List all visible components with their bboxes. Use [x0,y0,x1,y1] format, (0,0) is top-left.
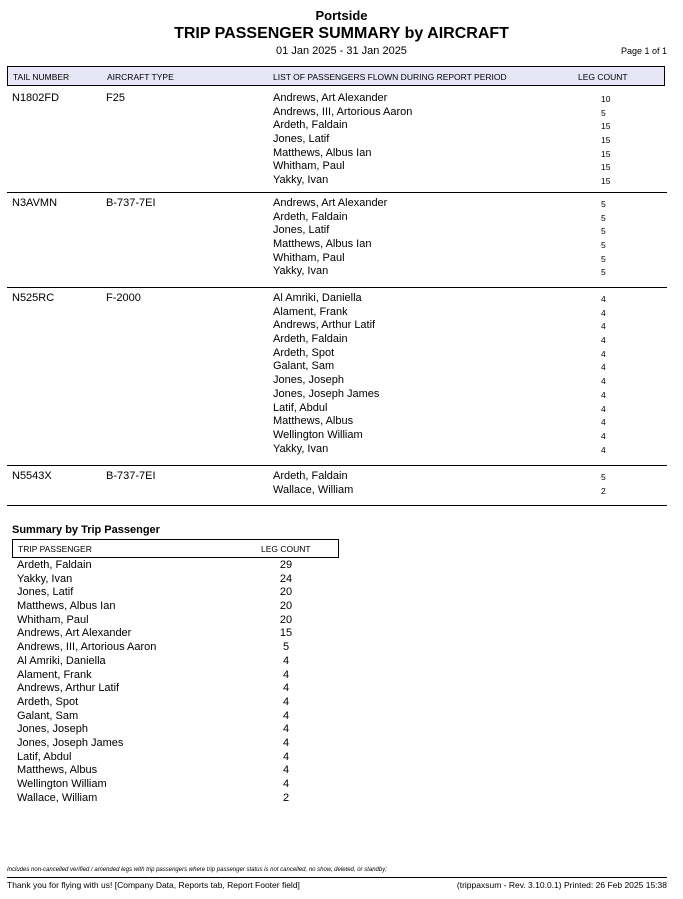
summary-leg-count: 2 [282,791,290,804]
summary-row [17,737,317,751]
summary-passenger-name: Yakky, Ivan [17,572,73,585]
passenger-row [273,401,606,416]
passenger-name: Matthews, Albus Ian [273,238,372,251]
aircraft-group [7,87,667,193]
passenger-leg-count: 4 [601,335,606,346]
passenger-leg-count: 15 [601,135,611,146]
passenger-leg-count: 4 [601,294,606,304]
tail-number: N5543X [12,470,52,482]
passenger-name: Andrews, Art Alexander [273,92,388,104]
passenger-name: Andrews, Arthur Latif [273,319,376,332]
passenger-row [273,238,606,252]
report-period: 01 Jan 2025 - 31 Jan 2025 [276,45,407,57]
passenger-row [273,415,606,429]
passenger-row [273,305,606,320]
summary-leg-count: 4 [282,736,290,749]
table-header [7,66,665,86]
summary-leg-count: 4 [282,695,290,708]
passenger-name: Whitham, Paul [273,251,345,264]
passenger-row [273,251,606,266]
passenger-name: Ardeth, Faldain [273,210,348,223]
passenger-row [273,133,611,147]
summary-title: Summary by Trip Passenger [12,524,160,536]
footer-divider [7,877,667,878]
passenger-name: Ardeth, Faldain [273,470,348,482]
aircraft-type: B-737-7EI [106,470,156,482]
summary-col-legs: LEG COUNT [261,544,311,554]
passenger-leg-count: 4 [601,321,606,332]
passenger-row [273,374,606,388]
summary-passenger-name: Jones, Joseph [17,723,88,736]
passenger-row [273,428,606,443]
summary-passenger-name: Al Amriki, Daniella [17,654,106,667]
summary-leg-count: 20 [279,586,293,599]
passenger-leg-count: 15 [601,176,611,187]
passenger-leg-count: 4 [601,376,606,387]
aircraft-group [7,465,667,506]
summary-row [17,764,317,778]
passenger-name: Wellington William [273,428,363,441]
passenger-leg-count: 4 [601,403,606,414]
passenger-list [273,292,606,456]
passenger-name: Whitham, Paul [273,160,345,173]
passenger-leg-count: 5 [601,240,606,251]
summary-passenger-name: Matthews, Albus [17,764,98,777]
passenger-leg-count: 4 [601,348,606,359]
summary-row [17,641,317,655]
passenger-leg-count: 4 [601,444,606,455]
passenger-list [273,470,606,497]
summary-row [17,682,317,696]
passenger-row [273,483,606,498]
passenger-leg-count: 5 [601,472,606,482]
passenger-leg-count: 15 [601,121,611,132]
passenger-name: Andrews, Art Alexander [273,197,388,209]
footer-note: Includes non-cancelled verified / amended legs with trip passengers where trip passenger status is not cancelled, no show, deleted, or standby; [7,867,387,873]
col-passenger-list: LIST OF PASSENGERS FLOWN DURING REPORT PERIOD [273,72,507,82]
passenger-name: Jones, Joseph James [273,387,380,400]
col-leg-count: LEG COUNT [578,72,628,82]
report-title: TRIP PASSENGER SUMMARY by AIRCRAFT [174,25,509,42]
tail-number: N3AVMN [12,197,58,209]
summary-header [12,539,339,558]
summary-row [17,723,317,737]
passenger-list [273,92,611,188]
page-number: Page 1 of 1 [620,46,667,56]
passenger-name: Andrews, III, Artorious Aaron [273,105,413,118]
passenger-leg-count: 4 [601,417,606,428]
footer-right: (trippaxsum - Rev. 3.10.0.1) Printed: 26 Feb 2025 15:38 [456,880,667,890]
passenger-name: Yakky, Ivan [273,174,329,187]
passenger-row [273,92,611,106]
summary-leg-count: 4 [282,764,290,777]
passenger-leg-count: 4 [601,430,606,441]
summary-passenger-name: Whitham, Paul [17,613,89,626]
summary-row [17,696,317,710]
passenger-row [273,442,606,457]
summary-passenger-name: Andrews, III, Artorious Aaron [17,641,157,654]
summary-passenger-name: Andrews, Art Alexander [17,627,132,640]
summary-row [17,600,317,614]
summary-leg-count: 24 [279,572,293,585]
passenger-row [273,333,606,347]
passenger-row [273,146,611,161]
passenger-row [273,105,606,120]
passenger-leg-count: 5 [601,267,606,278]
passenger-name: Jones, Joseph [273,374,344,387]
summary-passenger-name: Ardeth, Faldain [17,559,92,571]
passenger-row [273,160,611,174]
summary-leg-count: 20 [279,600,293,613]
passenger-leg-count: 5 [601,212,606,223]
summary-row [17,614,317,628]
summary-row [17,778,317,792]
summary-row [17,573,317,587]
passenger-name: Ardeth, Faldain [273,119,348,132]
summary-passenger-name: Jones, Joseph James [17,736,124,749]
summary-passenger-name: Andrews, Arthur Latif [17,682,120,695]
passenger-name: Jones, Latif [273,224,330,237]
summary-leg-count: 4 [282,750,290,763]
summary-leg-count: 4 [282,668,290,681]
passenger-row [273,265,606,279]
col-tail-number: TAIL NUMBER [13,72,70,82]
summary-leg-count: 4 [282,682,290,695]
passenger-name: Matthews, Albus [273,415,354,428]
aircraft-type: F-2000 [106,292,141,304]
aircraft-type: F25 [106,92,125,104]
passenger-name: Latif, Abdul [273,401,328,414]
summary-leg-count: 20 [279,613,293,626]
passenger-list [273,197,606,279]
summary-passenger-name: Ardeth, Spot [17,695,79,708]
passenger-row [273,210,606,225]
summary-leg-count: 4 [282,778,290,790]
passenger-row [273,360,606,374]
summary-row [17,586,317,600]
passenger-row [273,319,606,333]
passenger-leg-count: 2 [601,485,606,496]
passenger-row [273,197,606,211]
summary-leg-count: 4 [282,709,290,722]
passenger-name: Jones, Latif [273,133,330,146]
passenger-name: Ardeth, Spot [273,346,335,359]
passenger-name: Alament, Frank [273,305,348,318]
summary-leg-count: 15 [279,627,293,640]
passenger-name: Al Amriki, Daniella [273,292,362,304]
summary-row [17,655,317,669]
tail-number: N1802FD [12,92,60,104]
passenger-leg-count: 5 [601,199,606,209]
passenger-leg-count: 15 [601,148,611,159]
summary-row [17,669,317,683]
summary-passenger-name: Wallace, William [17,791,98,804]
summary-row [17,792,317,806]
col-aircraft-type: AIRCRAFT TYPE [107,72,174,82]
summary-row [17,751,317,765]
passenger-name: Matthews, Albus Ian [273,146,372,159]
summary-leg-count: 29 [279,559,293,571]
summary-row [17,627,317,641]
summary-leg-count: 4 [282,723,290,736]
passenger-row [273,346,606,361]
summary-list [17,559,317,805]
passenger-leg-count: 5 [601,107,606,118]
passenger-leg-count: 4 [601,389,606,400]
passenger-leg-count: 4 [601,362,606,373]
passenger-name: Galant, Sam [273,360,335,373]
passenger-leg-count: 15 [601,162,611,173]
summary-passenger-name: Latif, Abdul [17,750,72,763]
aircraft-group [7,287,667,466]
summary-passenger-name: Matthews, Albus Ian [17,600,116,613]
summary-passenger-name: Alament, Frank [17,668,92,681]
passenger-leg-count: 10 [601,94,611,104]
summary-leg-count: 4 [282,654,290,667]
passenger-name: Wallace, William [273,483,354,496]
passenger-row [273,387,606,402]
aircraft-group [7,192,667,288]
passenger-row [273,224,606,238]
passenger-row [273,470,606,484]
passenger-name: Yakky, Ivan [273,265,329,278]
summary-passenger-name: Jones, Latif [17,586,74,599]
aircraft-type: B-737-7EI [106,197,156,209]
passenger-row [273,174,611,188]
passenger-leg-count: 4 [601,307,606,318]
summary-passenger-name: Wellington William [17,778,107,790]
passenger-name: Ardeth, Faldain [273,333,348,346]
summary-row [17,559,317,573]
summary-passenger-name: Galant, Sam [17,709,79,722]
passenger-leg-count: 5 [601,253,606,264]
passenger-leg-count: 5 [601,226,606,237]
tail-number: N525RC [12,292,55,304]
company-name: Portside [315,8,368,23]
footer-left: Thank you for flying with us! [Company Data, Reports tab, Report Footer field] [7,880,300,890]
passenger-row [273,292,606,306]
summary-row [17,710,317,724]
summary-col-passenger: TRIP PASSENGER [18,544,92,554]
passenger-name: Yakky, Ivan [273,442,329,455]
passenger-row [273,119,611,133]
summary-leg-count: 5 [282,641,290,654]
